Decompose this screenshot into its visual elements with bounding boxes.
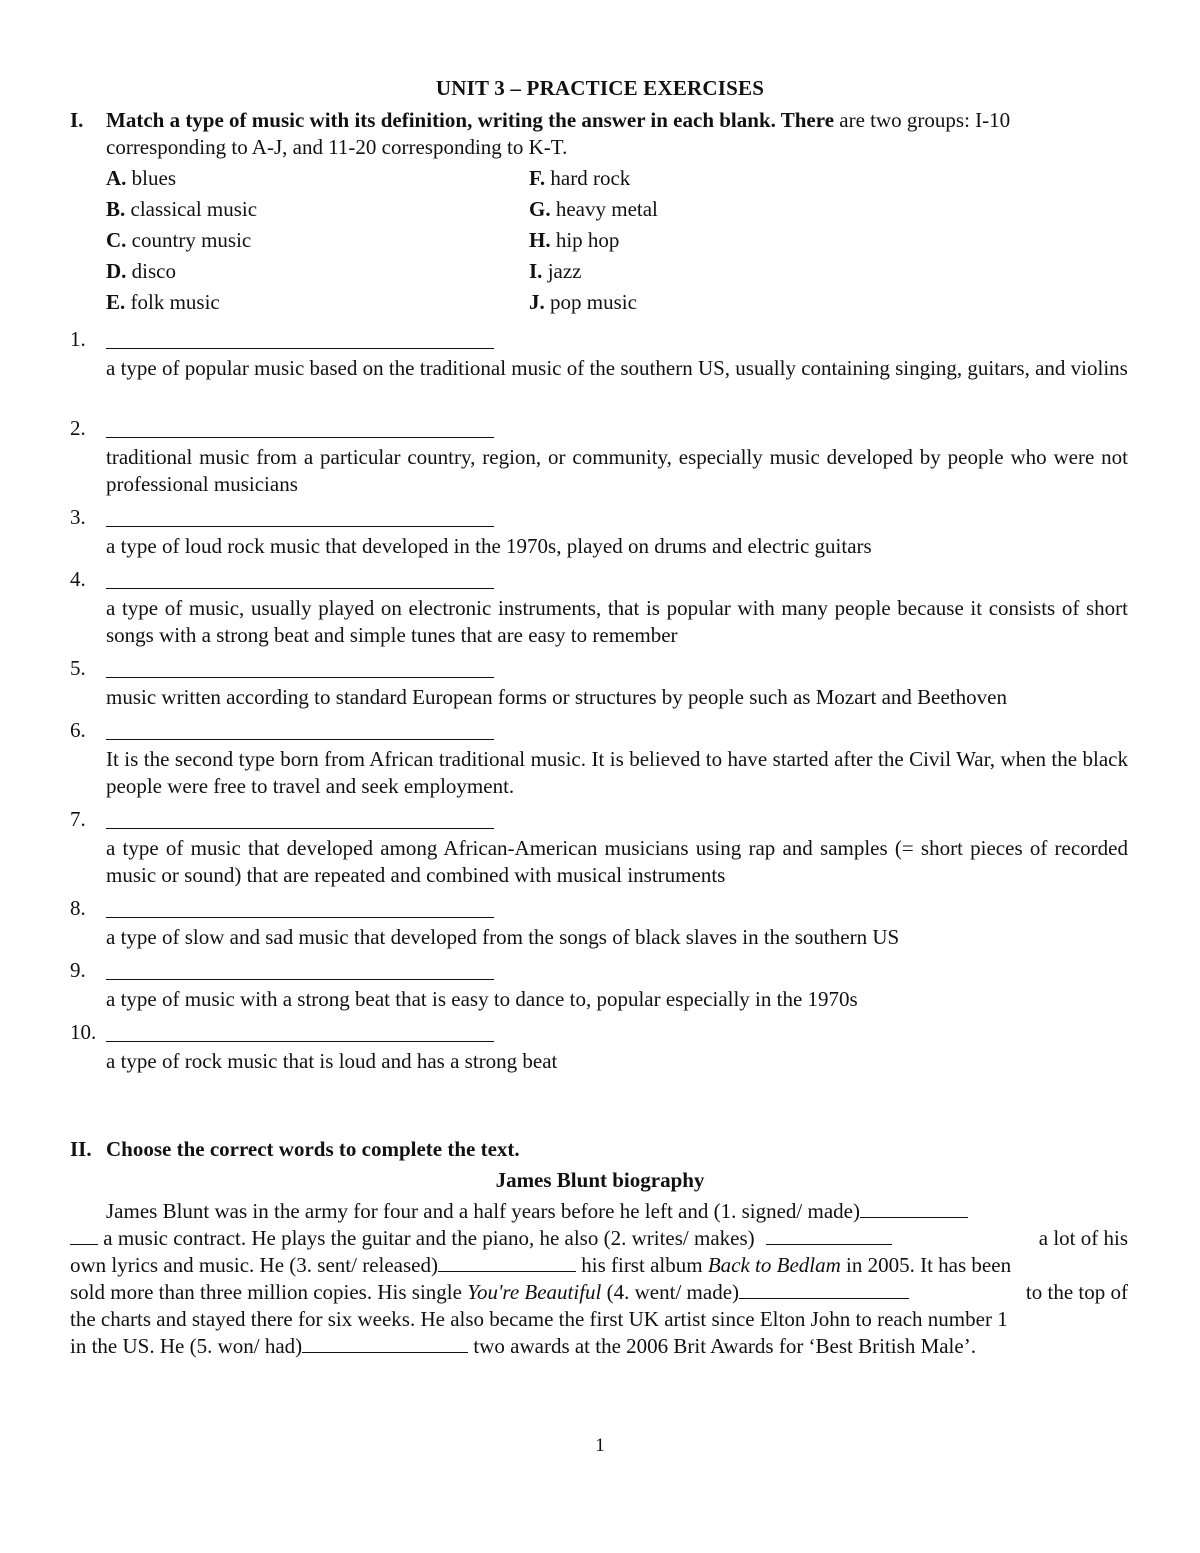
passage-line-3 bbox=[70, 1253, 1128, 1278]
passage-text: a music contract. He plays the guitar and the piano, he also (2. writes/ makes) bbox=[98, 1226, 755, 1250]
passage-title: James Blunt biography bbox=[495, 1168, 705, 1192]
option-text: pop music bbox=[544, 290, 637, 314]
question-definition: a type of music that developed among African-American musicians using rap and samples (= short pieces of recorded music or sound) that are repeated and combined with musical instruments bbox=[106, 836, 1128, 887]
passage-text: sold more than three million copies. His single bbox=[70, 1280, 468, 1304]
passage-text: in 2005. It has been bbox=[840, 1253, 1012, 1277]
option-f bbox=[529, 166, 630, 191]
blank-2[interactable] bbox=[766, 1226, 892, 1245]
section-1-instruction-rest: are two groups: I-10 bbox=[834, 108, 1011, 132]
section-2-instruction-text: Choose the correct words to complete the text. bbox=[106, 1137, 520, 1161]
option-text: folk music bbox=[125, 290, 220, 314]
question-number: 1. bbox=[70, 327, 86, 351]
option-letter: E. bbox=[106, 290, 126, 314]
option-text: disco bbox=[126, 259, 176, 283]
question-number: 2. bbox=[70, 416, 86, 440]
option-text: country music bbox=[126, 228, 252, 252]
passage-text: own lyrics and music. He (3. sent/ released) bbox=[70, 1253, 438, 1277]
section-1-number: I. bbox=[70, 108, 84, 132]
passage-line-4 bbox=[70, 1280, 1128, 1305]
passage-line-2 bbox=[70, 1226, 1128, 1251]
page-title: UNIT 3 – PRACTICE EXERCISES bbox=[435, 76, 765, 100]
question-definition: a type of popular music based on the traditional music of the southern US, usually containing singing, guitars, and violins bbox=[106, 356, 1128, 380]
answer-blank[interactable] bbox=[106, 1041, 494, 1042]
blank-1[interactable] bbox=[860, 1199, 968, 1218]
question-number: 7. bbox=[70, 807, 86, 831]
section-2-instruction bbox=[70, 1137, 520, 1162]
question-definition: a type of rock music that is loud and has a strong beat bbox=[106, 1049, 558, 1073]
option-letter: I. bbox=[529, 259, 543, 283]
option-g bbox=[529, 197, 658, 222]
option-letter: A. bbox=[106, 166, 127, 190]
passage-text: two awards at the 2006 Brit Awards for ‘Best British Male’. bbox=[468, 1334, 976, 1358]
question-definition: traditional music from a particular country, region, or community, especially music developed by people who were not professional musicians bbox=[106, 445, 1128, 496]
option-h bbox=[529, 228, 619, 253]
question-definition: a type of slow and sad music that developed from the songs of black slaves in the southern US bbox=[106, 925, 900, 949]
option-a bbox=[106, 166, 176, 191]
option-letter: H. bbox=[529, 228, 551, 252]
option-j bbox=[529, 290, 637, 315]
option-text: hard rock bbox=[545, 166, 631, 190]
answer-blank[interactable] bbox=[106, 979, 494, 980]
answer-blank[interactable] bbox=[106, 917, 494, 918]
question-definition: a type of music with a strong beat that is easy to dance to, popular especially in the 1970s bbox=[106, 987, 858, 1011]
answer-blank[interactable] bbox=[106, 677, 494, 678]
passage-line-6 bbox=[70, 1334, 1128, 1359]
question-definition: It is the second type born from African traditional music. It is believed to have started after the Civil War, when the black people were free to travel and seek employment. bbox=[106, 747, 1128, 798]
option-text: hip hop bbox=[550, 228, 620, 252]
section-1-instruction bbox=[70, 108, 1010, 133]
passage-text: to the top of bbox=[1025, 1280, 1128, 1304]
answer-blank[interactable] bbox=[106, 739, 494, 740]
section-1-instruction-bold: Match a type of music with its definition, writing the answer in each blank. There bbox=[106, 108, 835, 132]
option-i bbox=[529, 259, 581, 284]
option-text: blues bbox=[126, 166, 176, 190]
passage-text: in the US. He (5. won/ had) bbox=[70, 1334, 303, 1358]
answer-blank[interactable] bbox=[106, 828, 494, 829]
blank-3[interactable] bbox=[438, 1253, 576, 1272]
answer-blank[interactable] bbox=[106, 437, 494, 438]
passage-line-1 bbox=[70, 1199, 1128, 1224]
blank-5[interactable] bbox=[302, 1334, 468, 1353]
option-c bbox=[106, 228, 251, 253]
option-letter: B. bbox=[106, 197, 126, 221]
passage-text: his first album bbox=[575, 1253, 708, 1277]
passage-text: (4. went/ made) bbox=[601, 1280, 740, 1304]
single-title: You're Beautiful bbox=[467, 1280, 602, 1304]
question-definition: a type of music, usually played on electronic instruments, that is popular with many people because it consists of short songs with a strong beat and simple tunes that are easy to remember bbox=[106, 596, 1128, 647]
answer-blank[interactable] bbox=[106, 348, 494, 349]
page-number: 1 bbox=[595, 1435, 605, 1456]
option-letter: C. bbox=[106, 228, 127, 252]
blank-1-continued[interactable] bbox=[70, 1226, 98, 1245]
option-letter: J. bbox=[529, 290, 545, 314]
option-e bbox=[106, 290, 220, 315]
passage-line-5: the charts and stayed there for six weeks. He also became the first UK artist since Elton John to reach number 1 bbox=[70, 1307, 1008, 1331]
answer-blank[interactable] bbox=[106, 526, 494, 527]
passage-text: a lot of his bbox=[1038, 1226, 1128, 1250]
question-number: 5. bbox=[70, 656, 86, 680]
question-number: 10. bbox=[70, 1020, 97, 1044]
option-letter: G. bbox=[529, 197, 551, 221]
question-number: 6. bbox=[70, 718, 86, 742]
option-letter: F. bbox=[529, 166, 546, 190]
question-number: 4. bbox=[70, 567, 86, 591]
section-1-instruction-line2: corresponding to A-J, and 11-20 corresponding to K-T. bbox=[106, 135, 568, 159]
question-number: 3. bbox=[70, 505, 86, 529]
blank-4[interactable] bbox=[739, 1280, 909, 1299]
option-b bbox=[106, 197, 257, 222]
album-title: Back to Bedlam bbox=[707, 1253, 841, 1277]
section-2-number: II. bbox=[70, 1137, 92, 1161]
option-letter: D. bbox=[106, 259, 127, 283]
question-definition: a type of loud rock music that developed in the 1970s, played on drums and electric guitars bbox=[106, 534, 872, 558]
option-d bbox=[106, 259, 176, 284]
option-text: heavy metal bbox=[550, 197, 658, 221]
question-definition: music written according to standard European forms or structures by people such as Mozart and Beethoven bbox=[106, 685, 1007, 709]
passage-text: James Blunt was in the army for four and a half years before he left and (1. signed/ made) bbox=[106, 1199, 860, 1223]
option-text: classical music bbox=[125, 197, 258, 221]
option-text: jazz bbox=[542, 259, 582, 283]
question-number: 8. bbox=[70, 896, 86, 920]
question-number: 9. bbox=[70, 958, 86, 982]
answer-blank[interactable] bbox=[106, 588, 494, 589]
